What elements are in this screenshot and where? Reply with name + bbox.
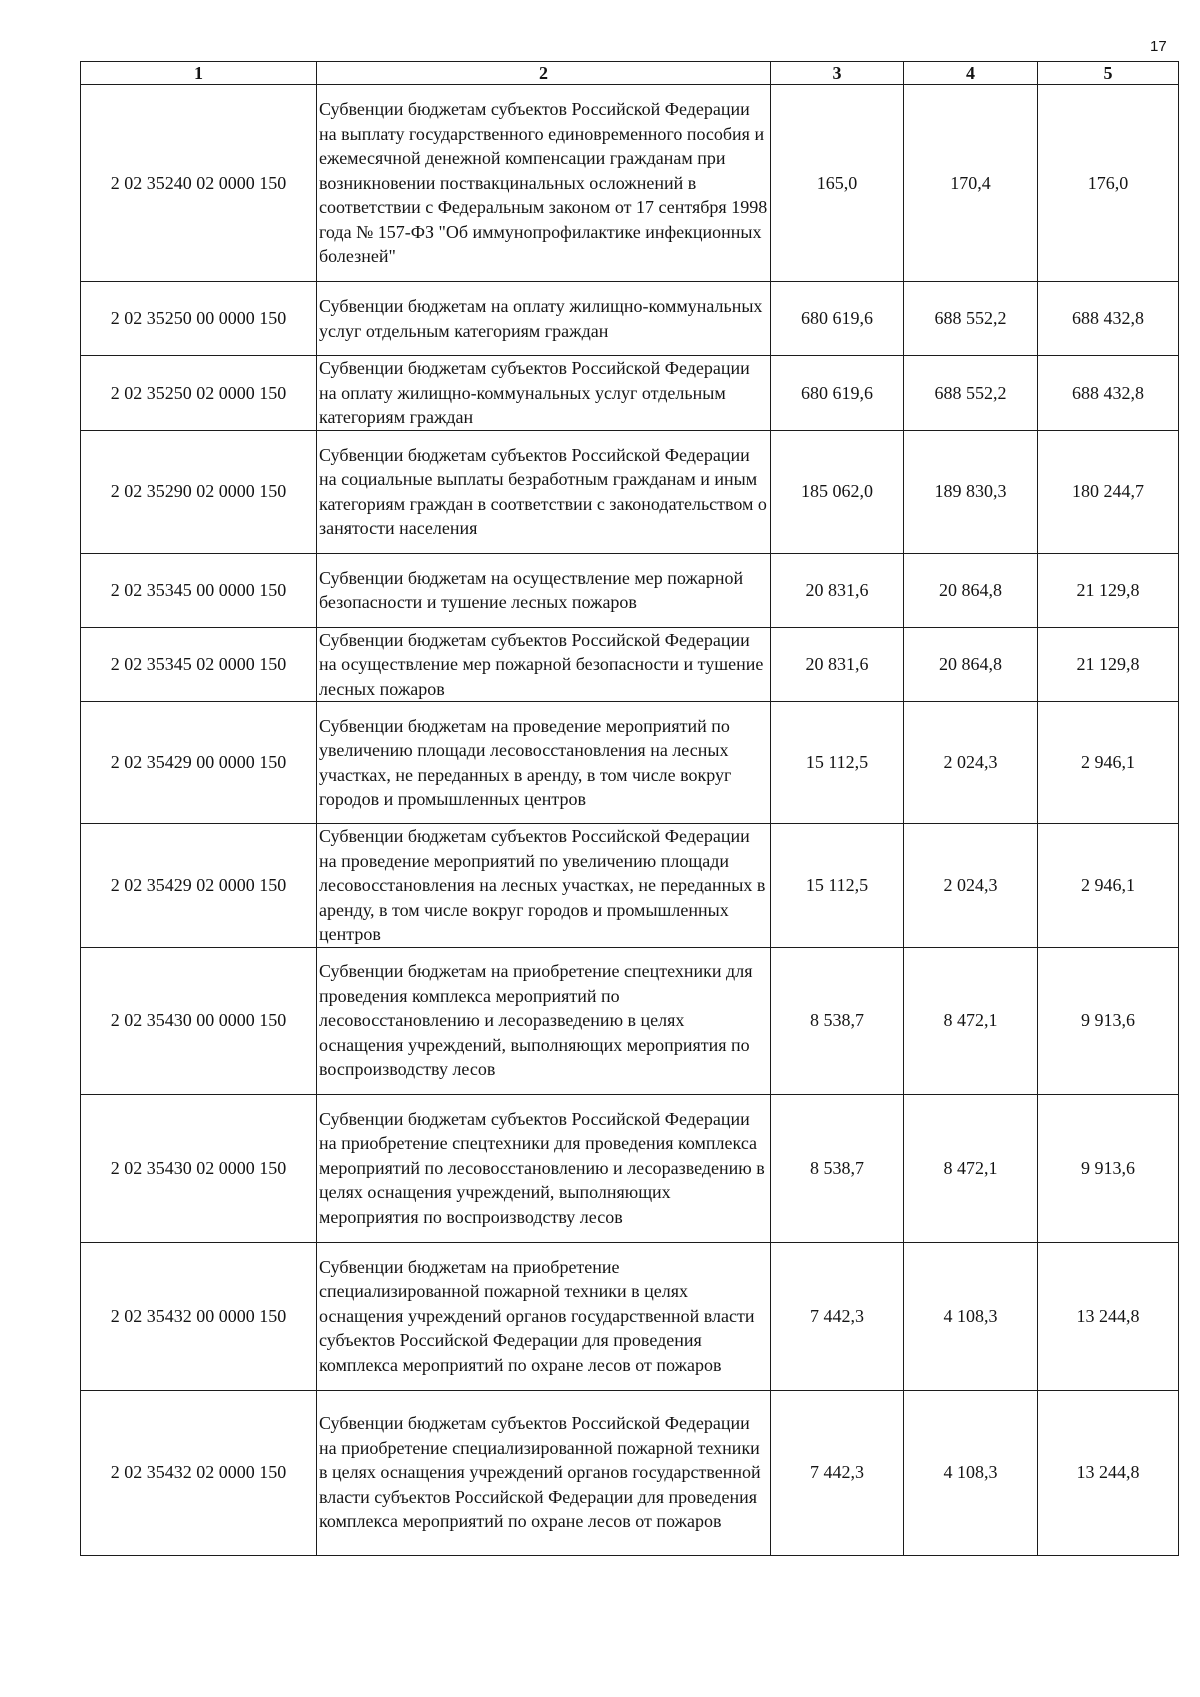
row-value-col3: 680 619,6 bbox=[771, 356, 904, 431]
row-code: 2 02 35290 02 0000 150 bbox=[81, 430, 317, 553]
table-row bbox=[81, 1390, 1179, 1555]
table-row bbox=[81, 85, 1179, 282]
row-value-col4: 20 864,8 bbox=[904, 553, 1038, 627]
row-description: Субвенции бюджетам на приобретение специализированной пожарной техники в целях оснащения учреждений органов государственной власти субъектов Российской Федерации для проведения комплекса мероприятий по охране лесов от пожаров bbox=[317, 1242, 771, 1390]
row-value-col3: 680 619,6 bbox=[771, 282, 904, 356]
row-value-col3: 165,0 bbox=[771, 85, 904, 282]
row-code: 2 02 35429 02 0000 150 bbox=[81, 824, 317, 948]
row-value-col3: 185 062,0 bbox=[771, 430, 904, 553]
table-row bbox=[81, 947, 1179, 1094]
row-value-col4: 2 024,3 bbox=[904, 824, 1038, 948]
row-value-col3: 7 442,3 bbox=[771, 1390, 904, 1555]
row-value-col5: 9 913,6 bbox=[1038, 947, 1179, 1094]
row-value-col5: 688 432,8 bbox=[1038, 282, 1179, 356]
budget-table bbox=[80, 61, 1179, 1556]
row-code: 2 02 35345 02 0000 150 bbox=[81, 627, 317, 702]
row-description: Субвенции бюджетам субъектов Российской Федерации на приобретение спецтехники для проведения комплекса мероприятий по лесовосстановлению и лесоразведению в целях оснащения учреждений, выполняющих мероприятия по воспроизводству лесов bbox=[317, 1094, 771, 1242]
row-value-col4: 688 552,2 bbox=[904, 282, 1038, 356]
row-description: Субвенции бюджетам субъектов Российской Федерации на выплату государственного единовременного пособия и ежемесячной денежной компенсации гражданам при возникновении поствакцинальных осложнений в соответствии с Федеральным законом от 17 сентября 1998 года № 157-ФЗ "Об иммунопрофилактике инфекционных болезней" bbox=[317, 85, 771, 282]
row-code: 2 02 35250 00 0000 150 bbox=[81, 282, 317, 356]
row-value-col3: 7 442,3 bbox=[771, 1242, 904, 1390]
row-description: Субвенции бюджетам субъектов Российской Федерации на осуществление мер пожарной безопасности и тушение лесных пожаров bbox=[317, 627, 771, 702]
row-value-col4: 4 108,3 bbox=[904, 1242, 1038, 1390]
row-value-col5: 21 129,8 bbox=[1038, 627, 1179, 702]
header-col-1: 1 bbox=[81, 62, 317, 85]
header-col-5: 5 bbox=[1038, 62, 1179, 85]
row-code: 2 02 35430 02 0000 150 bbox=[81, 1094, 317, 1242]
row-value-col5: 176,0 bbox=[1038, 85, 1179, 282]
row-value-col3: 20 831,6 bbox=[771, 553, 904, 627]
header-row bbox=[81, 62, 1179, 85]
table-row bbox=[81, 356, 1179, 431]
row-value-col4: 8 472,1 bbox=[904, 947, 1038, 1094]
row-code: 2 02 35430 00 0000 150 bbox=[81, 947, 317, 1094]
row-value-col4: 688 552,2 bbox=[904, 356, 1038, 431]
row-description: Субвенции бюджетам на оплату жилищно-коммунальных услуг отдельным категориям граждан bbox=[317, 282, 771, 356]
page-number: 17 bbox=[1150, 38, 1167, 55]
row-value-col4: 20 864,8 bbox=[904, 627, 1038, 702]
row-description: Субвенции бюджетам субъектов Российской Федерации на проведение мероприятий по увеличению площади лесовосстановления на лесных участках, не переданных в аренду, в том числе вокруг городов и промышленных центров bbox=[317, 824, 771, 948]
row-value-col4: 189 830,3 bbox=[904, 430, 1038, 553]
row-value-col3: 15 112,5 bbox=[771, 702, 904, 824]
row-value-col3: 20 831,6 bbox=[771, 627, 904, 702]
row-code: 2 02 35345 00 0000 150 bbox=[81, 553, 317, 627]
row-value-col5: 2 946,1 bbox=[1038, 702, 1179, 824]
row-value-col3: 8 538,7 bbox=[771, 1094, 904, 1242]
row-value-col5: 2 946,1 bbox=[1038, 824, 1179, 948]
row-code: 2 02 35429 00 0000 150 bbox=[81, 702, 317, 824]
table-row bbox=[81, 1094, 1179, 1242]
table-row bbox=[81, 627, 1179, 702]
row-value-col5: 9 913,6 bbox=[1038, 1094, 1179, 1242]
table-row bbox=[81, 553, 1179, 627]
row-value-col3: 15 112,5 bbox=[771, 824, 904, 948]
table-row bbox=[81, 824, 1179, 948]
row-value-col4: 8 472,1 bbox=[904, 1094, 1038, 1242]
row-value-col5: 13 244,8 bbox=[1038, 1390, 1179, 1555]
row-description: Субвенции бюджетам субъектов Российской Федерации на оплату жилищно-коммунальных услуг отдельным категориям граждан bbox=[317, 356, 771, 431]
row-code: 2 02 35432 02 0000 150 bbox=[81, 1390, 317, 1555]
row-value-col5: 21 129,8 bbox=[1038, 553, 1179, 627]
row-value-col5: 13 244,8 bbox=[1038, 1242, 1179, 1390]
table-row bbox=[81, 282, 1179, 356]
row-value-col5: 688 432,8 bbox=[1038, 356, 1179, 431]
header-col-2: 2 bbox=[317, 62, 771, 85]
row-description: Субвенции бюджетам на проведение мероприятий по увеличению площади лесовосстановления на лесных участках, не переданных в аренду, в том числе вокруг городов и промышленных центров bbox=[317, 702, 771, 824]
table-row bbox=[81, 702, 1179, 824]
table-row bbox=[81, 1242, 1179, 1390]
row-value-col3: 8 538,7 bbox=[771, 947, 904, 1094]
row-code: 2 02 35240 02 0000 150 bbox=[81, 85, 317, 282]
row-value-col4: 170,4 bbox=[904, 85, 1038, 282]
table-row bbox=[81, 430, 1179, 553]
row-code: 2 02 35250 02 0000 150 bbox=[81, 356, 317, 431]
row-value-col5: 180 244,7 bbox=[1038, 430, 1179, 553]
header-col-3: 3 bbox=[771, 62, 904, 85]
row-description: Субвенции бюджетам субъектов Российской Федерации на социальные выплаты безработным гражданам и иным категориям граждан в соответствии с законодательством о занятости населения bbox=[317, 430, 771, 553]
row-value-col4: 4 108,3 bbox=[904, 1390, 1038, 1555]
row-description: Субвенции бюджетам на приобретение спецтехники для проведения комплекса мероприятий по лесовосстановлению и лесоразведению в целях оснащения учреждений, выполняющих мероприятия по воспроизводству лесов bbox=[317, 947, 771, 1094]
row-description: Субвенции бюджетам субъектов Российской Федерации на приобретение специализированной пожарной техники в целях оснащения учреждений органов государственной власти субъектов Российской Федерации для проведения комплекса мероприятий по охране лесов от пожаров bbox=[317, 1390, 771, 1555]
row-value-col4: 2 024,3 bbox=[904, 702, 1038, 824]
header-col-4: 4 bbox=[904, 62, 1038, 85]
row-description: Субвенции бюджетам на осуществление мер пожарной безопасности и тушение лесных пожаров bbox=[317, 553, 771, 627]
row-code: 2 02 35432 00 0000 150 bbox=[81, 1242, 317, 1390]
